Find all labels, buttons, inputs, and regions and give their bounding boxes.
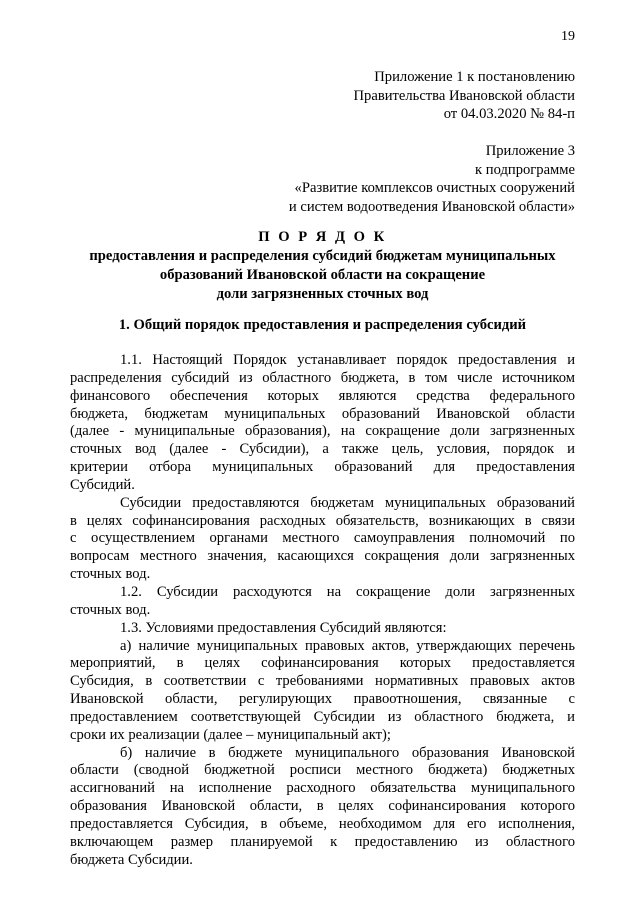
- title-word: П О Р Я Д О К: [258, 229, 387, 245]
- title-line: доли загрязненных сточных вод: [216, 286, 429, 302]
- text-line: мероприятий, в целях софинансирования которых предоставляется: [70, 655, 575, 672]
- appendix-3-line: к подпрограмме: [475, 161, 575, 178]
- text-line: сточных вод.: [70, 566, 151, 583]
- text-line: с осуществлением органами местного самоуправления полномочий по: [70, 530, 575, 547]
- document-title: [70, 228, 575, 304]
- text-line: (далее - муниципальные образования), на сокращение доли загрязненных: [70, 423, 575, 440]
- text-line: вопросам местного значения, касающихся сокращения доли загрязненных: [70, 548, 575, 565]
- appendix-3-line: Приложение 3: [485, 143, 575, 159]
- text-line: 1.2. Субсидии расходуются на сокращение доли загрязненных: [120, 583, 575, 600]
- text-line: сточных вод.: [70, 601, 151, 618]
- text-line: предоставляется Субсидия, в объеме, необходимом для его исполнения,: [70, 815, 575, 832]
- text-line: ассигнований на исполнение расходного обязательства муниципального: [70, 780, 575, 797]
- text-line: финансового обеспечения которых являются средства федерального: [70, 387, 575, 404]
- text-line: предоставлением соответствующей Субсидии из областного бюджета, и: [70, 708, 575, 725]
- text-line: сточных вод (далее - Субсидии), а также цель, условия, порядок и: [70, 441, 575, 458]
- text-line: в целях софинансирования расходных обязательств, возникающих в связи: [70, 512, 575, 529]
- page-number: 19: [561, 29, 575, 44]
- appendix-1-line: от 04.03.2020 № 84-п: [443, 106, 575, 123]
- text-line: критерии отбора муниципальных образований для предоставления: [70, 459, 575, 476]
- appendix-1-header: [354, 68, 575, 124]
- appendix-3-line: и систем водоотведения Ивановской области»: [288, 198, 575, 215]
- section-heading: 1. Общий порядок предоставления и распределения субсидий: [118, 317, 527, 333]
- body-text: [70, 352, 575, 869]
- text-line: 1.3. Условиями предоставления Субсидий являются:: [120, 619, 447, 636]
- text-line: распределения субсидий из областного бюджета, в том числе источником: [70, 369, 575, 386]
- text-line: 1.1. Настоящий Порядок устанавливает порядок предоставления и: [120, 352, 575, 368]
- text-line: включающем размер планируемой к предоставлению из областного: [70, 833, 575, 850]
- text-line: бюджета Субсидии.: [70, 851, 193, 868]
- text-line: Субсидии предоставляются бюджетам муниципальных образований: [120, 494, 575, 511]
- text-line: б) наличие в бюджете муниципального образования Ивановской: [120, 744, 575, 761]
- text-line: сроки их реализации (далее – муниципальный акт);: [70, 726, 391, 743]
- appendix-1-line: Приложение 1 к постановлению: [374, 69, 575, 85]
- appendix-3-header: [289, 142, 575, 216]
- text-line: Ивановской области, регулирующих правоотношения, связанные с: [70, 691, 575, 708]
- title-line: образований Ивановской области на сокращение: [159, 267, 486, 283]
- title-line: предоставления и распределения субсидий бюджетам муниципальных: [89, 248, 556, 264]
- text-line: Субсидий.: [70, 476, 135, 493]
- appendix-3-line: «Развитие комплексов очистных сооружений: [294, 180, 575, 197]
- text-line: бюджета, бюджетам муниципальных образований Ивановской области: [70, 405, 575, 422]
- text-line: Субсидия, в соответствии с требованиями нормативных правовых актов: [70, 673, 575, 690]
- text-line: области (сводной бюджетной росписи местного бюджета) бюджетных: [70, 762, 575, 779]
- text-line: а) наличие муниципальных правовых актов, утверждающих перечень: [120, 637, 575, 654]
- appendix-1-line: Правительства Ивановской области: [353, 87, 575, 104]
- text-line: образования Ивановской области, в целях софинансирования которого: [70, 798, 575, 815]
